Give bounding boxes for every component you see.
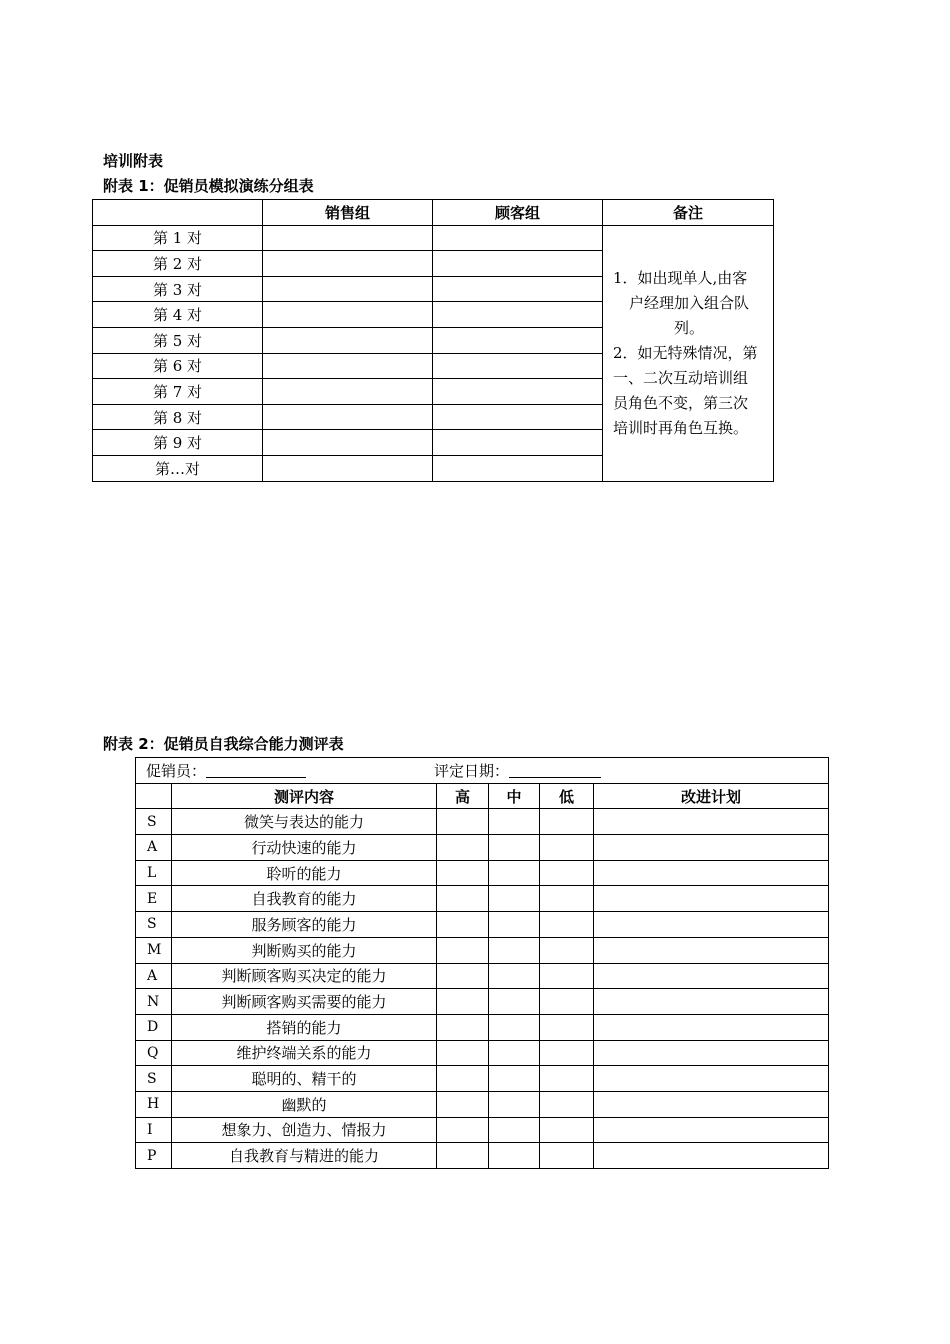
ability-code: E [136,886,172,912]
header-medium: 中 [489,783,540,809]
header-remarks: 备注 [603,200,774,226]
high-cell[interactable] [437,835,489,861]
customer-cell[interactable] [433,353,603,379]
table-row [136,886,829,912]
medium-cell[interactable] [489,886,540,912]
pair-label: 第 4 对 [93,302,263,328]
ability-content: 判断购买的能力 [172,937,437,963]
high-cell[interactable] [437,989,489,1015]
table-row [93,225,774,251]
low-cell[interactable] [540,1091,594,1117]
customer-cell[interactable] [433,302,603,328]
medium-cell[interactable] [489,937,540,963]
info-row [136,758,829,784]
table-row [136,1143,829,1169]
pair-label: 第 9 对 [93,430,263,456]
ability-code: S [136,1066,172,1092]
sales-cell[interactable] [263,302,433,328]
plan-cell[interactable] [594,1014,829,1040]
plan-cell[interactable] [594,835,829,861]
table-row [136,1066,829,1092]
sales-cell[interactable] [263,379,433,405]
customer-cell[interactable] [433,430,603,456]
info-cell [136,758,829,784]
low-cell[interactable] [540,1014,594,1040]
ability-code: P [136,1143,172,1169]
low-cell[interactable] [540,989,594,1015]
pair-label: 第 6 对 [93,353,263,379]
date-input-line[interactable] [509,762,601,778]
plan-cell[interactable] [594,809,829,835]
header-code [136,783,172,809]
medium-cell[interactable] [489,989,540,1015]
plan-cell[interactable] [594,989,829,1015]
ability-content: 幽默的 [172,1091,437,1117]
remarks-note [603,225,774,481]
customer-cell[interactable] [433,276,603,302]
high-cell[interactable] [437,1014,489,1040]
sales-cell[interactable] [263,276,433,302]
ability-content: 自我教育的能力 [172,886,437,912]
pair-label: 第 2 对 [93,251,263,277]
table1-title: 附表 1：促销员模拟演练分组表 [103,177,314,195]
high-cell[interactable] [437,963,489,989]
medium-cell[interactable] [489,1143,540,1169]
medium-cell[interactable] [489,835,540,861]
table-row [136,1091,829,1117]
low-cell[interactable] [540,1066,594,1092]
plan-cell[interactable] [594,1117,829,1143]
low-cell[interactable] [540,860,594,886]
pair-label: 第…对 [93,455,263,481]
ability-content: 自我教育与精进的能力 [172,1143,437,1169]
low-cell[interactable] [540,835,594,861]
low-cell[interactable] [540,886,594,912]
high-cell[interactable] [437,937,489,963]
ability-content: 维护终端关系的能力 [172,1040,437,1066]
pair-label: 第 3 对 [93,276,263,302]
plan-cell[interactable] [594,963,829,989]
sales-cell[interactable] [263,455,433,481]
sales-cell[interactable] [263,353,433,379]
medium-cell[interactable] [489,1014,540,1040]
sales-cell[interactable] [263,327,433,353]
customer-cell[interactable] [433,379,603,405]
note-line: 列。 [673,318,704,337]
sales-cell[interactable] [263,430,433,456]
plan-cell[interactable] [594,1066,829,1092]
ability-code: S [136,809,172,835]
high-cell[interactable] [437,1091,489,1117]
table-row [136,1117,829,1143]
pair-label: 第 5 对 [93,327,263,353]
note-line: 1．如出现单人,由客 [613,268,748,287]
high-cell[interactable] [437,1117,489,1143]
plan-cell[interactable] [594,1091,829,1117]
customer-cell[interactable] [433,327,603,353]
promoter-input-line[interactable] [206,762,306,778]
table-row [136,835,829,861]
ability-content: 聆听的能力 [172,860,437,886]
note-line: 员角色不变，第三次 [613,393,749,412]
note-line: 2．如无特殊情况，第 [613,343,758,362]
ability-content: 微笑与表达的能力 [172,809,437,835]
customer-cell[interactable] [433,404,603,430]
note-line: 培训时再角色互换。 [613,418,749,437]
table-header-row [93,200,774,226]
ability-code: Q [136,1040,172,1066]
pair-label: 第 8 对 [93,404,263,430]
table2-title: 附表 2：促销员自我综合能力测评表 [103,735,344,753]
ability-content: 服务顾客的能力 [172,912,437,938]
plan-cell[interactable] [594,912,829,938]
table-row [136,1040,829,1066]
high-cell[interactable] [437,809,489,835]
customer-cell[interactable] [433,251,603,277]
ability-content: 搭销的能力 [172,1014,437,1040]
table-row [136,989,829,1015]
high-cell[interactable] [437,860,489,886]
medium-cell[interactable] [489,809,540,835]
medium-cell[interactable] [489,1117,540,1143]
medium-cell[interactable] [489,860,540,886]
ability-code: L [136,860,172,886]
header-low: 低 [540,783,594,809]
table-row [136,1014,829,1040]
sales-cell[interactable] [263,404,433,430]
sales-cell[interactable] [263,225,433,251]
low-cell[interactable] [540,1117,594,1143]
plan-cell[interactable] [594,886,829,912]
low-cell[interactable] [540,963,594,989]
header-blank [93,200,263,226]
low-cell[interactable] [540,912,594,938]
grouping-table [92,199,774,482]
table-row [136,912,829,938]
ability-content: 想象力、创造力、情报力 [172,1117,437,1143]
ability-code: H [136,1091,172,1117]
table-row [136,963,829,989]
ability-code: M [136,937,172,963]
customer-cell[interactable] [433,455,603,481]
medium-cell[interactable] [489,1066,540,1092]
ability-code: A [136,963,172,989]
plan-cell[interactable] [594,1143,829,1169]
high-cell[interactable] [437,1143,489,1169]
self-assessment-table [135,757,829,1169]
pair-label: 第 1 对 [93,225,263,251]
plan-cell[interactable] [594,860,829,886]
low-cell[interactable] [540,1143,594,1169]
ability-code: S [136,912,172,938]
medium-cell[interactable] [489,963,540,989]
ability-code: I [136,1117,172,1143]
section-title: 培训附表 [103,152,164,170]
high-cell[interactable] [437,1040,489,1066]
ability-code: N [136,989,172,1015]
medium-cell[interactable] [489,1091,540,1117]
ability-content: 判断顾客购买需要的能力 [172,989,437,1015]
header-sales-group: 销售组 [263,200,433,226]
header-improvement-plan: 改进计划 [594,783,829,809]
note-line: 一、二次互动培训组 [613,368,749,387]
high-cell[interactable] [437,912,489,938]
customer-cell[interactable] [433,225,603,251]
low-cell[interactable] [540,809,594,835]
ability-content: 行动快速的能力 [172,835,437,861]
medium-cell[interactable] [489,912,540,938]
date-label: 评定日期： [434,761,510,780]
low-cell[interactable] [540,937,594,963]
table-row [136,937,829,963]
plan-cell[interactable] [594,1040,829,1066]
note-line: 户经理加入组合队 [628,293,749,312]
header-high: 高 [437,783,489,809]
plan-cell[interactable] [594,937,829,963]
high-cell[interactable] [437,886,489,912]
table-row [136,860,829,886]
sales-cell[interactable] [263,251,433,277]
ability-code: D [136,1014,172,1040]
high-cell[interactable] [437,1066,489,1092]
ability-content: 判断顾客购买决定的能力 [172,963,437,989]
pair-label: 第 7 对 [93,379,263,405]
ability-content: 聪明的、精干的 [172,1066,437,1092]
table-row [136,809,829,835]
header-customer-group: 顾客组 [433,200,603,226]
ability-code: A [136,835,172,861]
table-header-row [136,783,829,809]
low-cell[interactable] [540,1040,594,1066]
promoter-label: 促销员： [146,761,207,780]
header-content: 测评内容 [172,783,437,809]
medium-cell[interactable] [489,1040,540,1066]
